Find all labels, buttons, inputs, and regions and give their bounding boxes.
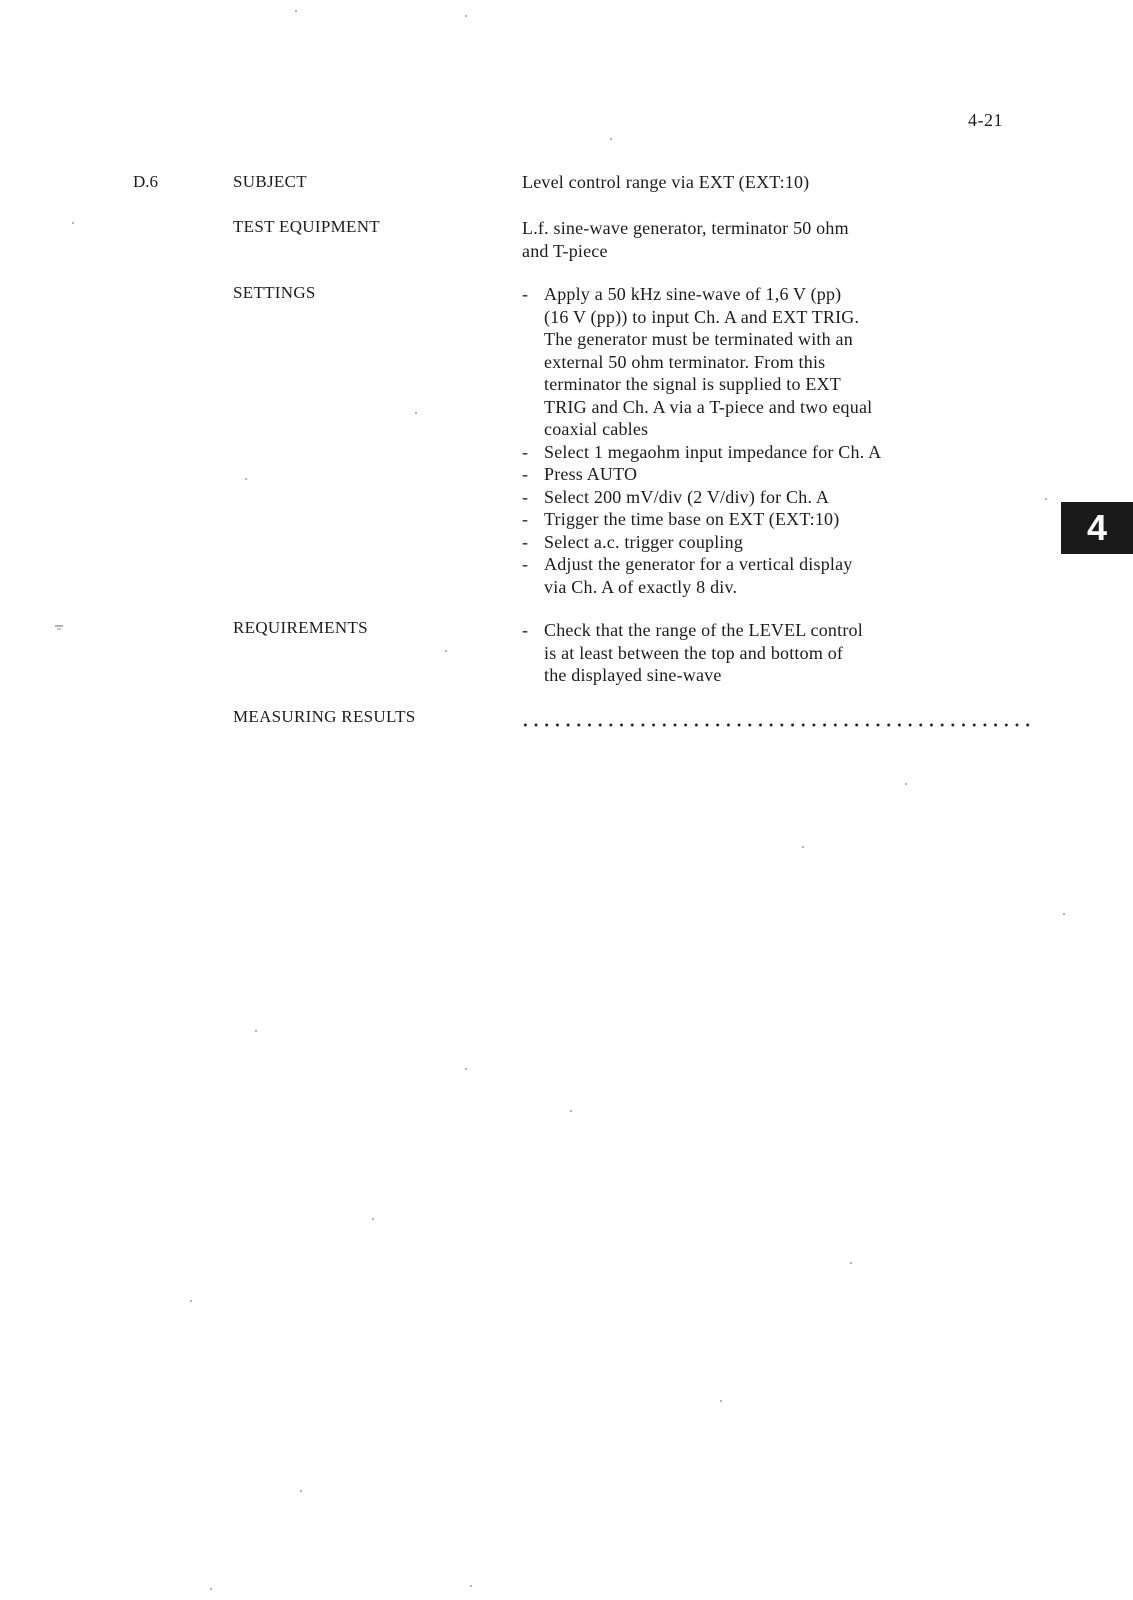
scan-speck: [72, 222, 74, 224]
requirements-item: [522, 619, 1042, 687]
measuring-results-label: MEASURING RESULTS: [233, 707, 416, 726]
settings-item: [522, 531, 1042, 554]
bullet-dash: -: [522, 620, 529, 640]
scan-speck: [415, 412, 417, 414]
settings-label: SETTINGS: [233, 283, 316, 302]
settings-item-line: via Ch. A of exactly 8 div.: [544, 576, 738, 597]
subject-value-text: Level control range via EXT (EXT:10): [522, 172, 810, 192]
settings-item-line: external 50 ohm terminator. From this: [544, 351, 826, 372]
scan-speck: [255, 1030, 257, 1032]
bullet-dash: -: [522, 554, 529, 574]
requirements-list: [522, 619, 1042, 687]
scan-speck: [802, 846, 804, 848]
settings-item-line: terminator the signal is supplied to EXT: [544, 374, 841, 394]
scan-speck: [905, 783, 907, 785]
chapter-tab: 4: [1061, 502, 1133, 554]
requirements-item-line: is at least between the top and bottom of: [544, 642, 844, 663]
subject-value: [522, 171, 1042, 194]
scan-speck: [245, 478, 247, 480]
scan-speck: [210, 1588, 212, 1590]
settings-item: [522, 441, 1042, 464]
settings-item-line: Select 200 mV/div (2 V/div) for Ch. A: [544, 486, 830, 507]
settings-item-line: Press AUTO: [544, 464, 638, 484]
settings-item-line: TRIG and Ch. A via a T-piece and two equal: [544, 396, 873, 417]
scan-speck: [570, 1110, 572, 1112]
settings-item-line: Adjust the generator for a vertical display: [544, 554, 853, 574]
bullet-dash: -: [522, 531, 529, 552]
bullet-dash: -: [522, 441, 529, 462]
section-id: D.6: [133, 172, 159, 191]
scan-speck: [465, 1068, 467, 1070]
scan-speck: [1045, 498, 1047, 500]
scan-speck: [445, 650, 447, 652]
scan-speck: [190, 1300, 192, 1302]
test-equipment-line: and T-piece: [522, 240, 608, 261]
test-equipment-value: [522, 217, 1042, 262]
settings-item-line: Apply a 50 kHz sine-wave of 1,6 V (pp): [544, 284, 842, 304]
scan-speck: [720, 1400, 722, 1402]
bullet-dash: -: [522, 509, 529, 529]
settings-item-line: Select a.c. trigger coupling: [544, 531, 744, 552]
measuring-results-dotted-line: [520, 722, 1030, 728]
subject-label: SUBJECT: [233, 172, 307, 191]
settings-list: [522, 283, 1042, 598]
settings-item: [522, 508, 1042, 531]
bullet-dash: -: [522, 486, 529, 507]
settings-item-line: (16 V (pp)) to input Ch. A and EXT TRIG.: [544, 306, 860, 327]
settings-item-line: Select 1 megaohm input impedance for Ch. A: [544, 441, 882, 462]
scan-speck: [610, 138, 612, 140]
settings-item: [522, 283, 1042, 441]
test-equipment-label: TEST EQUIPMENT: [233, 217, 380, 236]
settings-item-line: Trigger the time base on EXT (EXT:10): [544, 509, 840, 529]
bullet-dash: -: [522, 464, 529, 484]
scan-speck: [465, 15, 467, 17]
scan-speck: [372, 1218, 374, 1220]
requirements-item-line: Check that the range of the LEVEL control: [544, 620, 863, 640]
bullet-dash: -: [522, 284, 529, 304]
scan-speck: [295, 10, 297, 12]
requirements-label: REQUIREMENTS: [233, 618, 368, 637]
scan-speck: [850, 1262, 852, 1264]
scan-speck: [470, 1585, 472, 1587]
settings-item-line: The generator must be terminated with an: [544, 329, 853, 349]
settings-item-line: coaxial cables: [544, 419, 649, 439]
settings-item: [522, 553, 1042, 598]
scan-speck: [1063, 913, 1065, 915]
settings-item: [522, 486, 1042, 509]
page-number: 4-21: [968, 110, 1003, 130]
test-equipment-line: L.f. sine-wave generator, terminator 50 ohm: [522, 218, 849, 238]
settings-item: [522, 463, 1042, 486]
margin-mark-icon: [54, 624, 64, 634]
requirements-item-line: the displayed sine-wave: [544, 665, 722, 685]
scan-speck: [300, 1490, 302, 1492]
